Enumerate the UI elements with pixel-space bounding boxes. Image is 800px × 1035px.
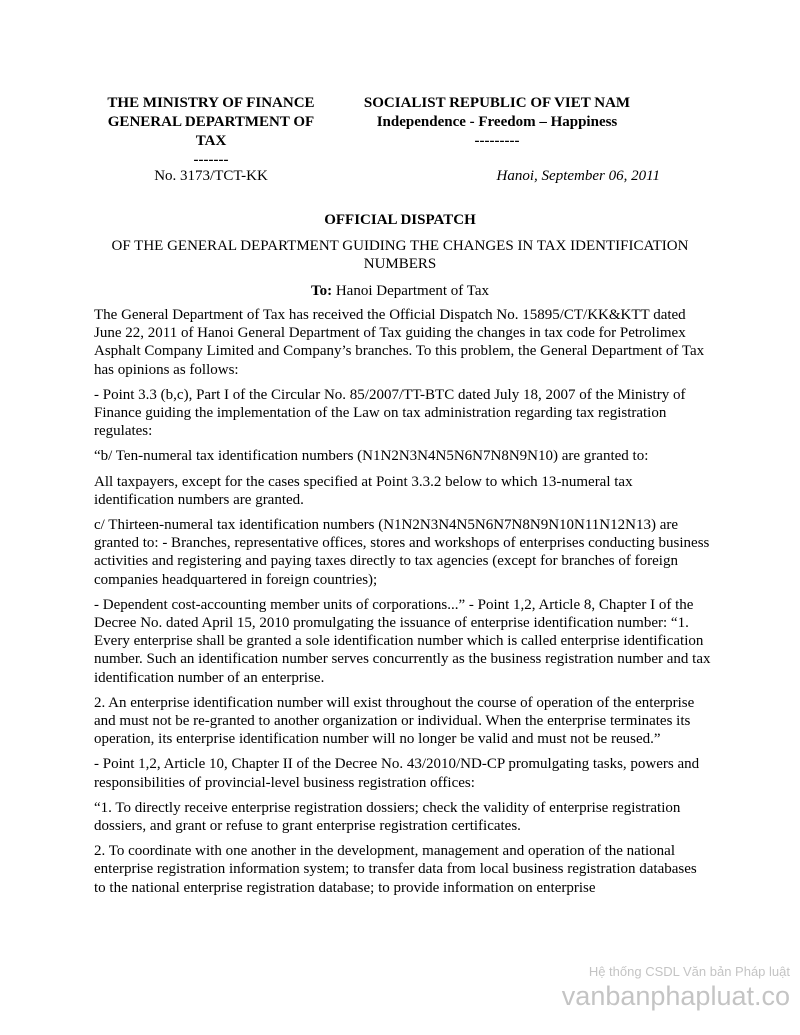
body-paragraph: 2. An enterprise identification number will exist throughout the course of operation of the enterprise and must not be re-granted to another organization or individual. When the enterprise terminates its operation, its enterprise identification number will no longer be valid and must not be reused.”: [94, 694, 695, 748]
motto-separator: ---------: [474, 133, 520, 149]
document-title: OFFICIAL DISPATCH: [324, 212, 476, 228]
body-paragraph: “1. To directly receive enterprise registration dossiers; check the validity of enterprise registration dossiers, and grant or refuse to grant enterprise registration certificates.: [94, 799, 681, 835]
body-paragraph: 2. To coordinate with one another in the development, management and operation of the national enterprise registration information system; to transfer data from local business registration databases to the national enterprise registration database; to provide information on enterprise: [94, 843, 697, 896]
body-paragraph: “b/ Ten-numeral tax identification numbers (N1N2N3N4N5N6N7N8N9N10) are granted to:: [94, 448, 649, 465]
body-paragraph: - Point 1,2, Article 10, Chapter II of the Decree No. 43/2010/ND-CP promulgating tasks, powers and responsibilities of provincial-level business registration offices:: [94, 756, 700, 791]
document-number: No. 3173/TCT-KK: [154, 168, 268, 184]
issuing-agency: [86, 94, 336, 170]
recipient-value: Hanoi Department of Tax: [335, 283, 490, 299]
site-watermark: [490, 964, 790, 1012]
watermark-domain: vanbanphapluat.co: [561, 981, 790, 1011]
body-paragraph: c/ Thirteen-numeral tax identification numbers (N1N2N3N4N5N6N7N8N9N10N11N12N13) are granted to: - Branches, representative offices, stores and workshops of enterprises conducting business activities and registering and paying taxes directly to tax agencies (except for branches of foreign companies headquartered in foreign countries);: [94, 517, 710, 588]
agency-separator: -------: [193, 152, 229, 168]
agency-line-2: GENERAL DEPARTMENT OF: [107, 114, 315, 130]
body-paragraph: The General Department of Tax has received the Official Dispatch No. 15895/CT/KK&KTT dated June 22, 2011 of Hanoi General Department of Tax guiding the changes in tax code for Petrolimex Asphalt Company Limited and Company’s branches. To this problem, the General Department of Tax has opinions as follows:: [94, 307, 705, 378]
document-date: Hanoi, September 06, 2011: [496, 168, 660, 184]
body-paragraph: - Dependent cost-accounting member units of corporations...” - Point 1,2, Article 8, Chapter I of the Decree No. dated April 15, 2010 promulgating the issuance of enterprise identification number: “1. Every enterprise shall be granted a sole identification number which is called enterprise identification number. Such an identification number serves concurrently as the business registration number and tax identification number of an enterprise.: [94, 596, 711, 686]
body-paragraph: All taxpayers, except for the cases specified at Point 3.3.2 below to which 13-numeral tax identification numbers are granted.: [94, 473, 633, 508]
watermark-tagline: Hệ thống CSDL Văn bản Pháp luật: [588, 964, 790, 979]
national-motto: [342, 94, 652, 151]
agency-line-3: TAX: [195, 133, 227, 149]
agency-line-1: THE MINISTRY OF FINANCE: [107, 95, 315, 111]
document-subtitle: OF THE GENERAL DEPARTMENT GUIDING THE CHANGES IN TAX IDENTIFICATION NUMBERS: [111, 238, 689, 272]
motto-line: Independence - Freedom – Happiness: [376, 114, 618, 130]
body-paragraph: - Point 3.3 (b,c), Part I of the Circular No. 85/2007/TT-BTC dated July 18, 2007 of the Ministry of Finance guiding the implementation of the Law on tax administration regarding tax registration regulates:: [94, 386, 686, 440]
country-name: SOCIALIST REPUBLIC OF VIET NAM: [363, 95, 631, 111]
document-body: [94, 306, 712, 904]
recipient-label: To:: [310, 283, 333, 299]
recipient-line: [80, 282, 720, 301]
